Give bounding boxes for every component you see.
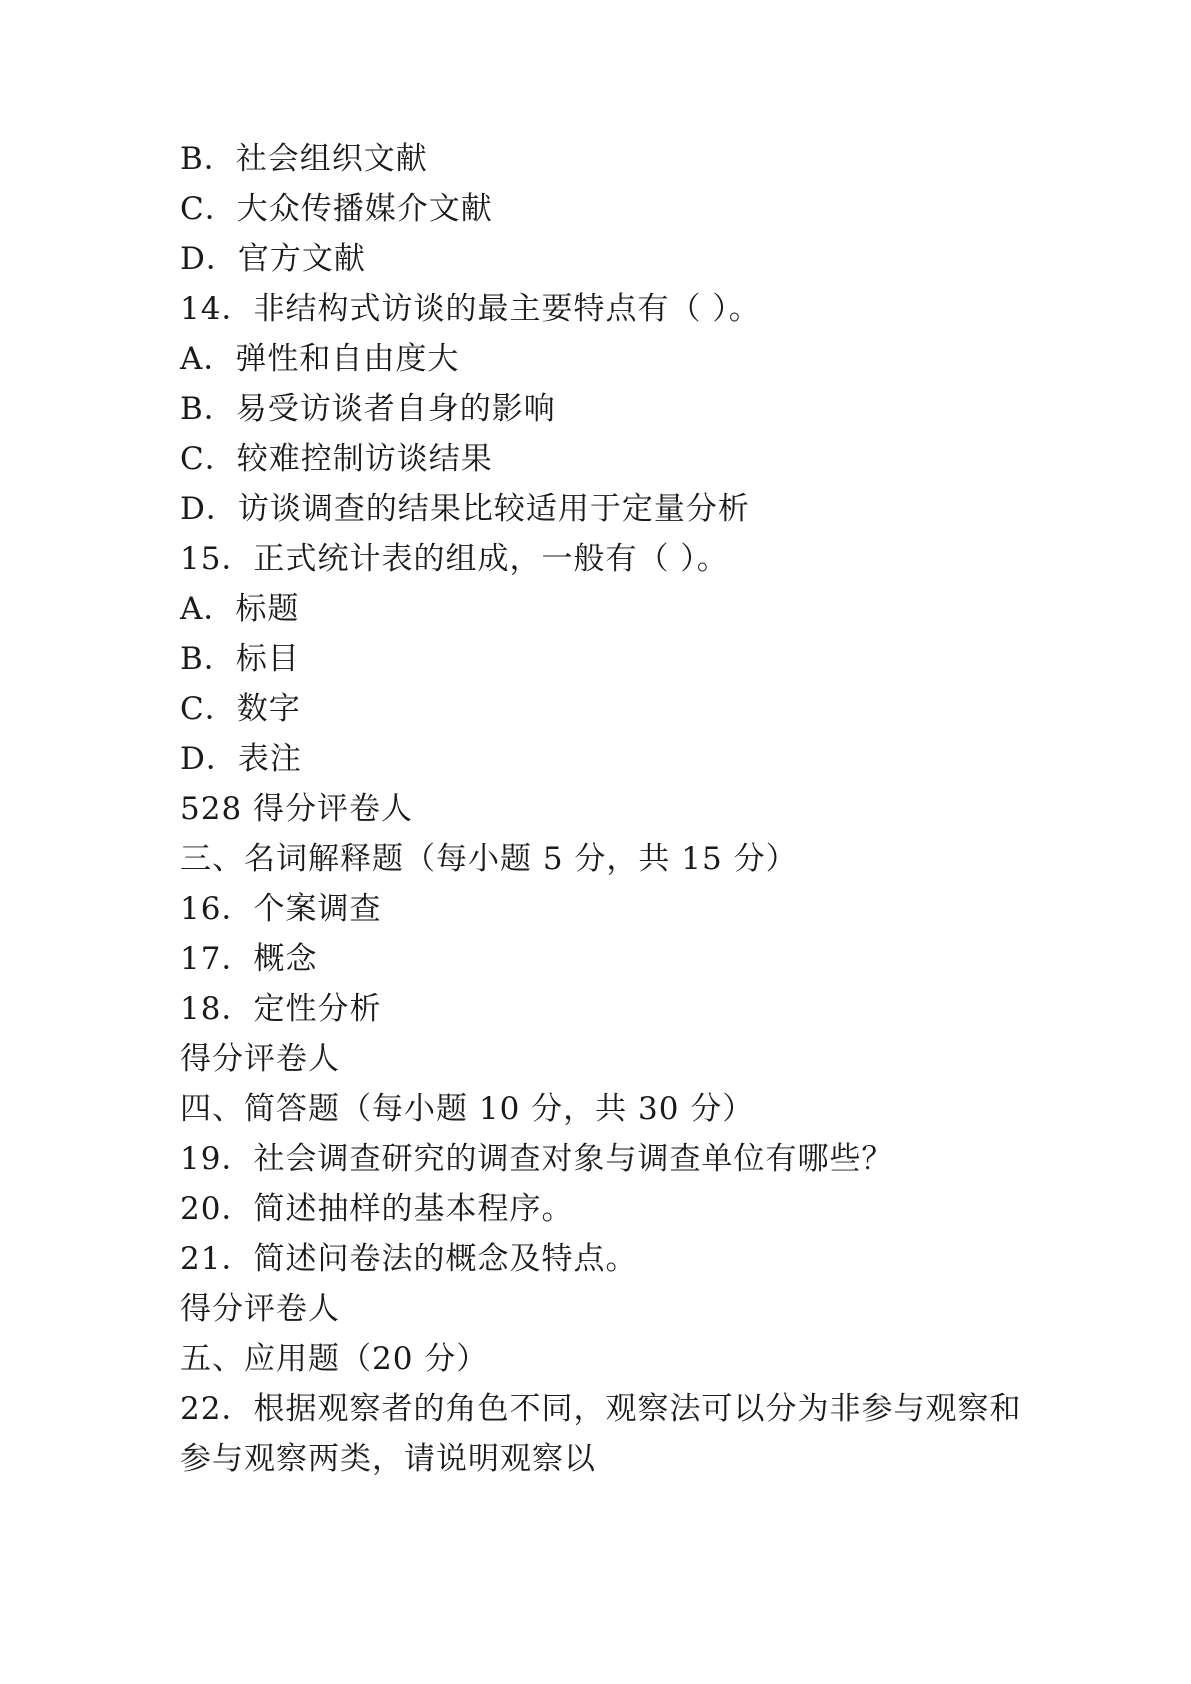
- question-15: 15．正式统计表的组成，一般有（ ）。: [180, 541, 729, 577]
- question-14: 14．非结构式访谈的最主要特点有（ ）。: [180, 291, 761, 327]
- question-18: 18．定性分析: [180, 991, 382, 1027]
- question-22: 22．根据观察者的角色不同，观察法可以分为非参与观察和: [180, 1391, 1022, 1427]
- section-4-heading: 四、简答题（每小题 10 分，共 30 分）: [180, 1091, 755, 1127]
- option-c-mass-media-documents: C．大众传播媒介文献: [180, 191, 493, 227]
- question-21: 21．简述问卷法的概念及特点。: [180, 1241, 638, 1277]
- score-reviewer-label-with-page: 528 得分评卷人: [180, 791, 414, 827]
- question-15-option-c: C．数字: [180, 691, 301, 727]
- question-20: 20．简述抽样的基本程序。: [180, 1191, 574, 1227]
- document-body: [180, 134, 1080, 1484]
- question-14-option-c: C．较难控制访谈结果: [180, 441, 493, 477]
- question-15-option-a: A．标题: [180, 591, 300, 627]
- question-19: 19．社会调查研究的调查对象与调查单位有哪些？: [180, 1141, 894, 1177]
- question-14-option-b: B．易受访谈者自身的影响: [180, 391, 556, 427]
- section-5-heading: 五、应用题（20 分）: [180, 1341, 489, 1377]
- question-14-option-a: A．弹性和自由度大: [180, 341, 460, 377]
- question-15-option-b: B．标目: [180, 641, 300, 677]
- question-22-continued: 参与观察两类，请说明观察以: [180, 1441, 596, 1477]
- option-d-official-documents: D．官方文献: [180, 241, 366, 277]
- score-reviewer-label: 得分评卷人: [180, 1041, 340, 1077]
- question-17: 17．概念: [180, 941, 318, 977]
- question-15-option-d: D．表注: [180, 741, 302, 777]
- question-16: 16．个案调查: [180, 891, 382, 927]
- question-14-option-d: D．访谈调查的结果比较适用于定量分析: [180, 491, 750, 527]
- score-reviewer-label: 得分评卷人: [180, 1291, 340, 1327]
- option-b-social-organization-documents: B．社会组织文献: [180, 141, 428, 177]
- section-3-heading: 三、名词解释题（每小题 5 分，共 15 分）: [180, 841, 798, 877]
